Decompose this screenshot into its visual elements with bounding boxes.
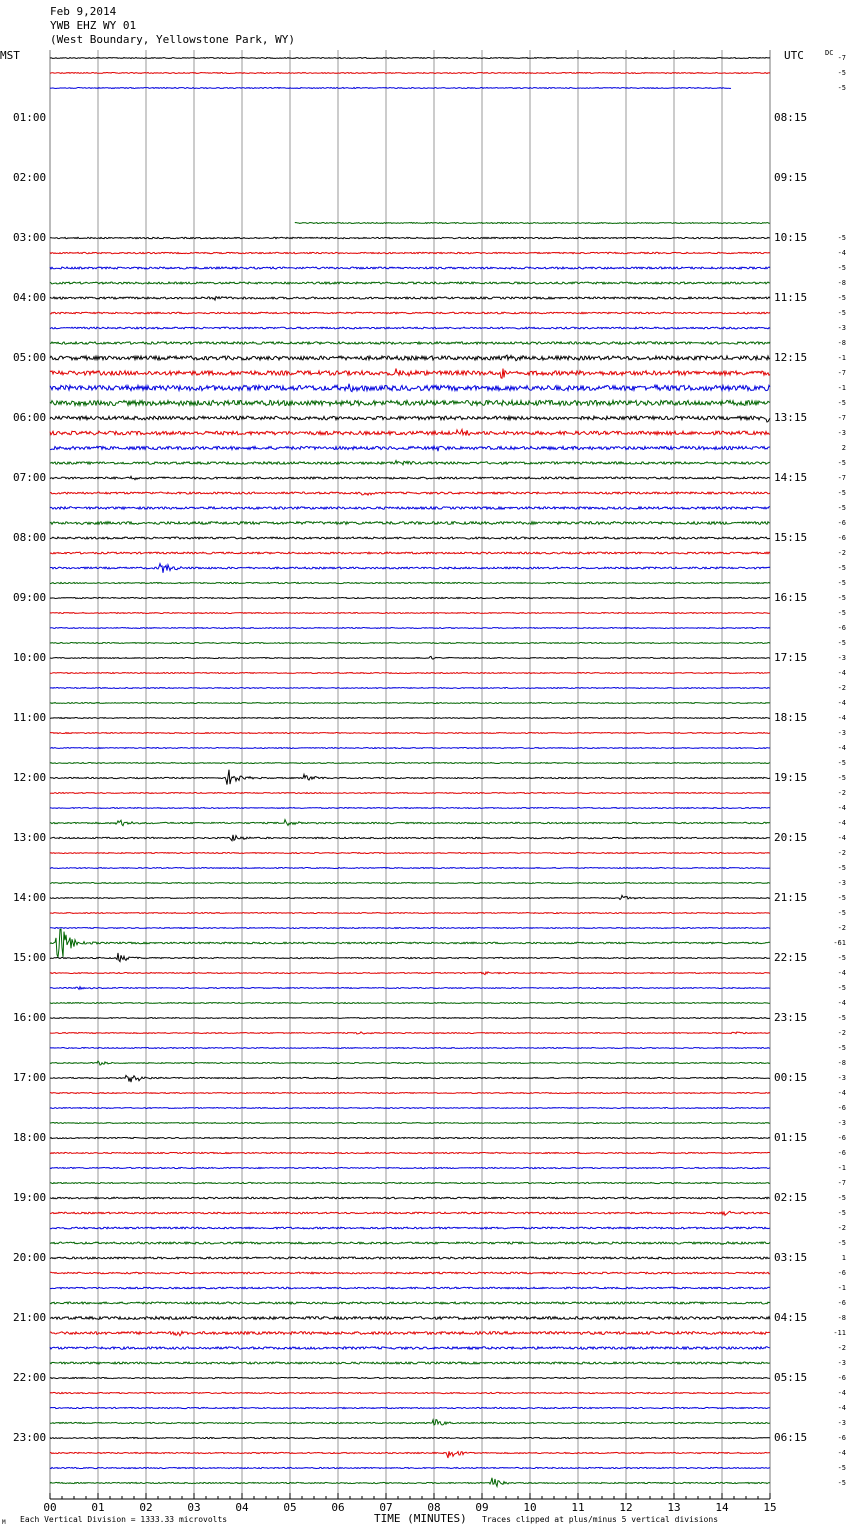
trace-row-73	[50, 1152, 770, 1153]
trace-row-84	[50, 1317, 770, 1320]
trace-row-40	[50, 656, 770, 659]
dc-offset-label: -7	[837, 54, 846, 62]
dc-offset-label: -6	[837, 519, 846, 527]
trace-row-53	[50, 853, 770, 854]
x-tick-label: 04	[235, 1501, 249, 1514]
right-time-label: 16:15	[774, 591, 808, 604]
dc-offset-label: -5	[837, 1044, 846, 1052]
dc-offset-label: -8	[837, 1314, 846, 1322]
trace-row-76	[50, 1197, 770, 1199]
right-time-label: 22:15	[774, 951, 808, 964]
dc-offset-label: -5	[837, 459, 846, 467]
dc-offset-label: -3	[837, 729, 846, 737]
dc-offset-label: -5	[837, 579, 846, 587]
x-tick-label: 11	[571, 1501, 585, 1514]
dc-offset-label: -3	[837, 654, 846, 662]
trace-row-91	[50, 1420, 770, 1425]
dc-offset-label: -5	[837, 399, 846, 407]
left-time-label: 12:00	[13, 771, 47, 784]
trace-row-64	[50, 1018, 770, 1019]
trace-row-1	[50, 73, 770, 74]
dc-offset-label: -3	[837, 1359, 846, 1367]
trace-row-24	[50, 416, 770, 422]
dc-offset-label: -2	[837, 849, 846, 857]
left-time-label: 10:00	[13, 651, 47, 664]
dc-offset-label: -4	[837, 819, 846, 827]
left-time-label: 16:00	[13, 1011, 47, 1024]
trace-row-61	[50, 972, 770, 975]
left-time-label: 21:00	[13, 1311, 47, 1324]
right-time-label: 13:15	[774, 411, 808, 424]
right-time-label: 15:15	[774, 531, 808, 544]
dc-offset-label: -6	[837, 624, 846, 632]
trace-row-80	[50, 1257, 770, 1259]
trace-row-42	[50, 688, 770, 689]
dc-offset-label: -4	[837, 714, 846, 722]
dc-offset-label: -2	[837, 1224, 846, 1232]
trace-row-50	[50, 808, 770, 809]
trace-row-47	[50, 763, 770, 764]
dc-offset-label: -3	[837, 1419, 846, 1427]
right-time-label: 09:15	[774, 171, 808, 184]
trace-row-23	[50, 400, 770, 405]
seismic-traces	[50, 58, 770, 1487]
dc-offset-label: -2	[837, 1344, 846, 1352]
dc-offset-label: -7	[837, 474, 846, 482]
dc-offset-label: -4	[837, 699, 846, 707]
left-time-label: 20:00	[13, 1251, 47, 1264]
left-time-label: 03:00	[13, 231, 47, 244]
dc-offset-label: -3	[837, 429, 846, 437]
right-time-label: 05:15	[774, 1371, 808, 1384]
left-timezone: MST	[0, 49, 20, 62]
trace-row-87	[50, 1362, 770, 1364]
dc-offset-label: -5	[837, 894, 846, 902]
trace-row-21	[50, 369, 770, 379]
trace-row-94	[50, 1467, 770, 1468]
trace-row-41	[50, 673, 770, 674]
dc-offset-label: -2	[837, 924, 846, 932]
right-time-label: 06:15	[774, 1431, 808, 1444]
trace-row-79	[50, 1242, 770, 1245]
header-date: Feb 9,2014	[50, 5, 117, 18]
trace-row-86	[50, 1347, 770, 1349]
trace-row-48	[50, 770, 770, 785]
dc-offset-label: -5	[837, 1209, 846, 1217]
x-tick-label: 07	[379, 1501, 393, 1514]
dc-offset-label: -1	[837, 384, 846, 392]
trace-row-46	[50, 748, 770, 749]
trace-row-29	[50, 492, 770, 495]
dc-offset-label: -4	[837, 249, 846, 257]
trace-row-92	[50, 1437, 770, 1438]
dc-offset-label: -5	[837, 564, 846, 572]
dc-offset-label: -1	[837, 1164, 846, 1172]
dc-offset-label: -5	[837, 294, 846, 302]
trace-row-22	[50, 384, 770, 392]
trace-row-78	[50, 1227, 770, 1229]
trace-row-27	[50, 461, 770, 465]
dc-offset-label: -5	[837, 984, 846, 992]
x-tick-label: 12	[619, 1501, 633, 1514]
dc-offset-label: -7	[837, 369, 846, 377]
trace-row-34	[50, 564, 770, 573]
trace-row-20	[50, 355, 770, 361]
trace-row-36	[50, 597, 770, 598]
dc-offset-label: -5	[837, 234, 846, 242]
left-time-label: 01:00	[13, 111, 47, 124]
dc-offset-label: -5	[837, 609, 846, 617]
right-time-label: 19:15	[774, 771, 808, 784]
dc-offset-label: -5	[837, 1239, 846, 1247]
scale-note: Each Vertical Division = 1333.33 microvolts	[20, 1515, 228, 1524]
dc-offset-label: -5	[837, 69, 846, 77]
dc-offset-label: -2	[837, 789, 846, 797]
trace-row-31	[50, 522, 770, 525]
right-time-label: 23:15	[774, 1011, 808, 1024]
left-time-label: 09:00	[13, 591, 47, 604]
right-time-label: 04:15	[774, 1311, 808, 1324]
trace-row-69	[50, 1093, 770, 1094]
trace-row-68	[50, 1075, 770, 1082]
x-tick-label: 15	[763, 1501, 777, 1514]
dc-offset-label: -7	[837, 1179, 846, 1187]
trace-row-33	[50, 552, 770, 554]
trace-row-2	[50, 88, 731, 89]
left-time-label: 13:00	[13, 831, 47, 844]
left-time-label: 08:00	[13, 531, 47, 544]
right-timezone: UTC	[784, 49, 804, 62]
dc-offset-label: -6	[837, 1104, 846, 1112]
left-time-label: 14:00	[13, 891, 47, 904]
right-time-label: 18:15	[774, 711, 808, 724]
dc-offset-label: -5	[837, 84, 846, 92]
trace-row-18	[50, 327, 770, 329]
dc-offset-label: -4	[837, 1449, 846, 1457]
left-time-label: 15:00	[13, 951, 47, 964]
trace-row-44	[50, 718, 770, 719]
trace-row-35	[50, 582, 770, 583]
trace-row-60	[50, 953, 770, 962]
dc-offset-label: -11	[833, 1329, 846, 1337]
right-time-label: 02:15	[774, 1191, 808, 1204]
trace-row-56	[50, 895, 770, 899]
x-tick-label: 01	[91, 1501, 105, 1514]
header-location: (West Boundary, Yellowstone Park, WY)	[50, 33, 296, 46]
trace-row-0	[50, 58, 770, 59]
left-time-label: 17:00	[13, 1071, 47, 1084]
dc-offset-label: -3	[837, 1074, 846, 1082]
dc-offset-label: -6	[837, 1434, 846, 1442]
right-time-label: 08:15	[774, 111, 808, 124]
left-time-label: 07:00	[13, 471, 47, 484]
dc-offset-label: -6	[837, 1299, 846, 1307]
right-time-label: 10:15	[774, 231, 808, 244]
trace-row-49	[50, 793, 770, 794]
dc-offset-label: -6	[837, 1269, 846, 1277]
trace-row-81	[50, 1272, 770, 1274]
x-axis-label: TIME (MINUTES)	[374, 1512, 467, 1525]
trace-row-95	[50, 1478, 770, 1487]
dc-offset-label: -4	[837, 1389, 846, 1397]
dc-offset-label: -1	[837, 1284, 846, 1292]
x-tick-label: 06	[331, 1501, 345, 1514]
trace-row-75	[50, 1182, 770, 1183]
dc-offset-label: -5	[837, 1464, 846, 1472]
trace-row-59	[50, 929, 770, 957]
x-axis-ticks	[50, 1493, 770, 1499]
trace-row-38	[50, 628, 770, 629]
right-time-label: 12:15	[774, 351, 808, 364]
left-time-label: 05:00	[13, 351, 47, 364]
trace-row-83	[50, 1302, 770, 1304]
dc-offset-label: -4	[837, 804, 846, 812]
trace-row-55	[50, 883, 770, 884]
x-tick-label: 02	[139, 1501, 153, 1514]
left-time-label: 04:00	[13, 291, 47, 304]
dc-offset-label: -4	[837, 999, 846, 1007]
trace-row-90	[50, 1407, 770, 1408]
trace-row-14	[50, 267, 770, 269]
dc-offset-label: -6	[837, 1149, 846, 1157]
dc-offset-label: -2	[837, 1029, 846, 1037]
trace-row-17	[50, 312, 770, 314]
trace-row-63	[50, 1003, 770, 1004]
dc-offset-label: -4	[837, 669, 846, 677]
dc-offset-label: -8	[837, 279, 846, 287]
right-time-label: 17:15	[774, 651, 808, 664]
corner-mark: M	[2, 1519, 6, 1526]
trace-row-52	[50, 835, 770, 841]
x-tick-label: 14	[715, 1501, 729, 1514]
trace-row-26	[50, 446, 770, 451]
right-time-label: 21:15	[774, 891, 808, 904]
trace-row-77	[50, 1211, 770, 1215]
x-tick-label: 05	[283, 1501, 297, 1514]
dc-offset-label: 2	[841, 444, 846, 452]
dc-offset-label: -5	[837, 774, 846, 782]
trace-row-32	[50, 537, 770, 539]
trace-row-85	[50, 1331, 770, 1336]
trace-row-25	[50, 429, 770, 435]
trace-row-82	[50, 1287, 770, 1289]
trace-row-57	[50, 913, 770, 914]
trace-row-93	[50, 1451, 770, 1458]
left-time-label: 02:00	[13, 171, 47, 184]
dc-offset-label: -3	[837, 324, 846, 332]
dc-offset-label: -2	[837, 549, 846, 557]
dc-label: DC	[825, 49, 834, 57]
dc-offset-label: -5	[837, 864, 846, 872]
right-time-label: 01:15	[774, 1131, 808, 1144]
right-time-label: 11:15	[774, 291, 808, 304]
trace-row-13	[50, 252, 770, 253]
trace-row-65	[50, 1032, 770, 1034]
dc-offset-label: -3	[837, 1119, 846, 1127]
trace-row-54	[50, 868, 770, 869]
clip-note: Traces clipped at plus/minus 5 vertical divisions	[482, 1515, 719, 1524]
dc-offset-label: -5	[837, 264, 846, 272]
left-time-label: 19:00	[13, 1191, 47, 1204]
trace-row-11	[295, 223, 770, 224]
dc-offset-label: -8	[837, 1059, 846, 1067]
trace-row-28	[50, 476, 770, 479]
header-station: YWB EHZ WY 01	[50, 19, 137, 32]
trace-row-67	[50, 1061, 770, 1065]
trace-row-16	[50, 297, 770, 300]
left-time-label: 18:00	[13, 1131, 47, 1144]
trace-row-70	[50, 1108, 770, 1109]
x-tick-label: 00	[43, 1501, 57, 1514]
trace-row-19	[50, 342, 770, 344]
dc-offset-label: -4	[837, 1404, 846, 1412]
trace-row-89	[50, 1392, 770, 1393]
dc-offset-label: -5	[837, 639, 846, 647]
dc-offset-label: 1	[841, 1254, 846, 1262]
dc-offset-label: -5	[837, 309, 846, 317]
trace-row-88	[50, 1377, 770, 1378]
dc-offset-label: -5	[837, 504, 846, 512]
x-tick-label: 08	[427, 1501, 441, 1514]
x-tick-label: 10	[523, 1501, 537, 1514]
right-time-label: 20:15	[774, 831, 808, 844]
trace-row-12	[50, 237, 770, 238]
dc-offset-label: -5	[837, 954, 846, 962]
trace-row-45	[50, 733, 770, 734]
dc-offset-label: -4	[837, 969, 846, 977]
dc-offset-label: -5	[837, 489, 846, 497]
dc-offset-label: -5	[837, 909, 846, 917]
trace-row-39	[50, 643, 770, 644]
right-time-label: 00:15	[774, 1071, 808, 1084]
dc-offset-label: -6	[837, 534, 846, 542]
dc-offset-label: -4	[837, 744, 846, 752]
trace-row-74	[50, 1167, 770, 1168]
dc-offset-label: -5	[837, 759, 846, 767]
x-tick-label: 03	[187, 1501, 201, 1514]
dc-offset-label: -5	[837, 1479, 846, 1487]
trace-row-51	[50, 820, 770, 826]
x-tick-label: 13	[667, 1501, 681, 1514]
dc-offset-label: -5	[837, 594, 846, 602]
dc-offset-label: -6	[837, 1134, 846, 1142]
trace-row-30	[50, 507, 770, 509]
left-time-label: 06:00	[13, 411, 47, 424]
right-time-label: 03:15	[774, 1251, 808, 1264]
trace-row-43	[50, 703, 770, 704]
left-time-label: 11:00	[13, 711, 47, 724]
trace-row-62	[50, 987, 770, 990]
dc-offset-label: -4	[837, 834, 846, 842]
trace-row-37	[50, 613, 770, 614]
trace-row-72	[50, 1137, 770, 1138]
left-time-label: 23:00	[13, 1431, 47, 1444]
dc-offset-label: -8	[837, 339, 846, 347]
dc-offset-label: -3	[837, 879, 846, 887]
dc-offset-label: -61	[833, 939, 846, 947]
dc-offset-label: -5	[837, 1194, 846, 1202]
trace-row-66	[50, 1048, 770, 1049]
trace-row-15	[50, 282, 770, 284]
dc-offset-label: -2	[837, 684, 846, 692]
left-time-label: 22:00	[13, 1371, 47, 1384]
dc-offset-label: -4	[837, 1089, 846, 1097]
x-tick-label: 09	[475, 1501, 489, 1514]
dc-offset-label: -5	[837, 1014, 846, 1022]
trace-row-71	[50, 1123, 770, 1124]
trace-row-58	[50, 928, 770, 929]
right-time-label: 14:15	[774, 471, 808, 484]
dc-offset-label: -1	[837, 354, 846, 362]
dc-offset-label: -7	[837, 414, 846, 422]
dc-offset-label: -6	[837, 1374, 846, 1382]
